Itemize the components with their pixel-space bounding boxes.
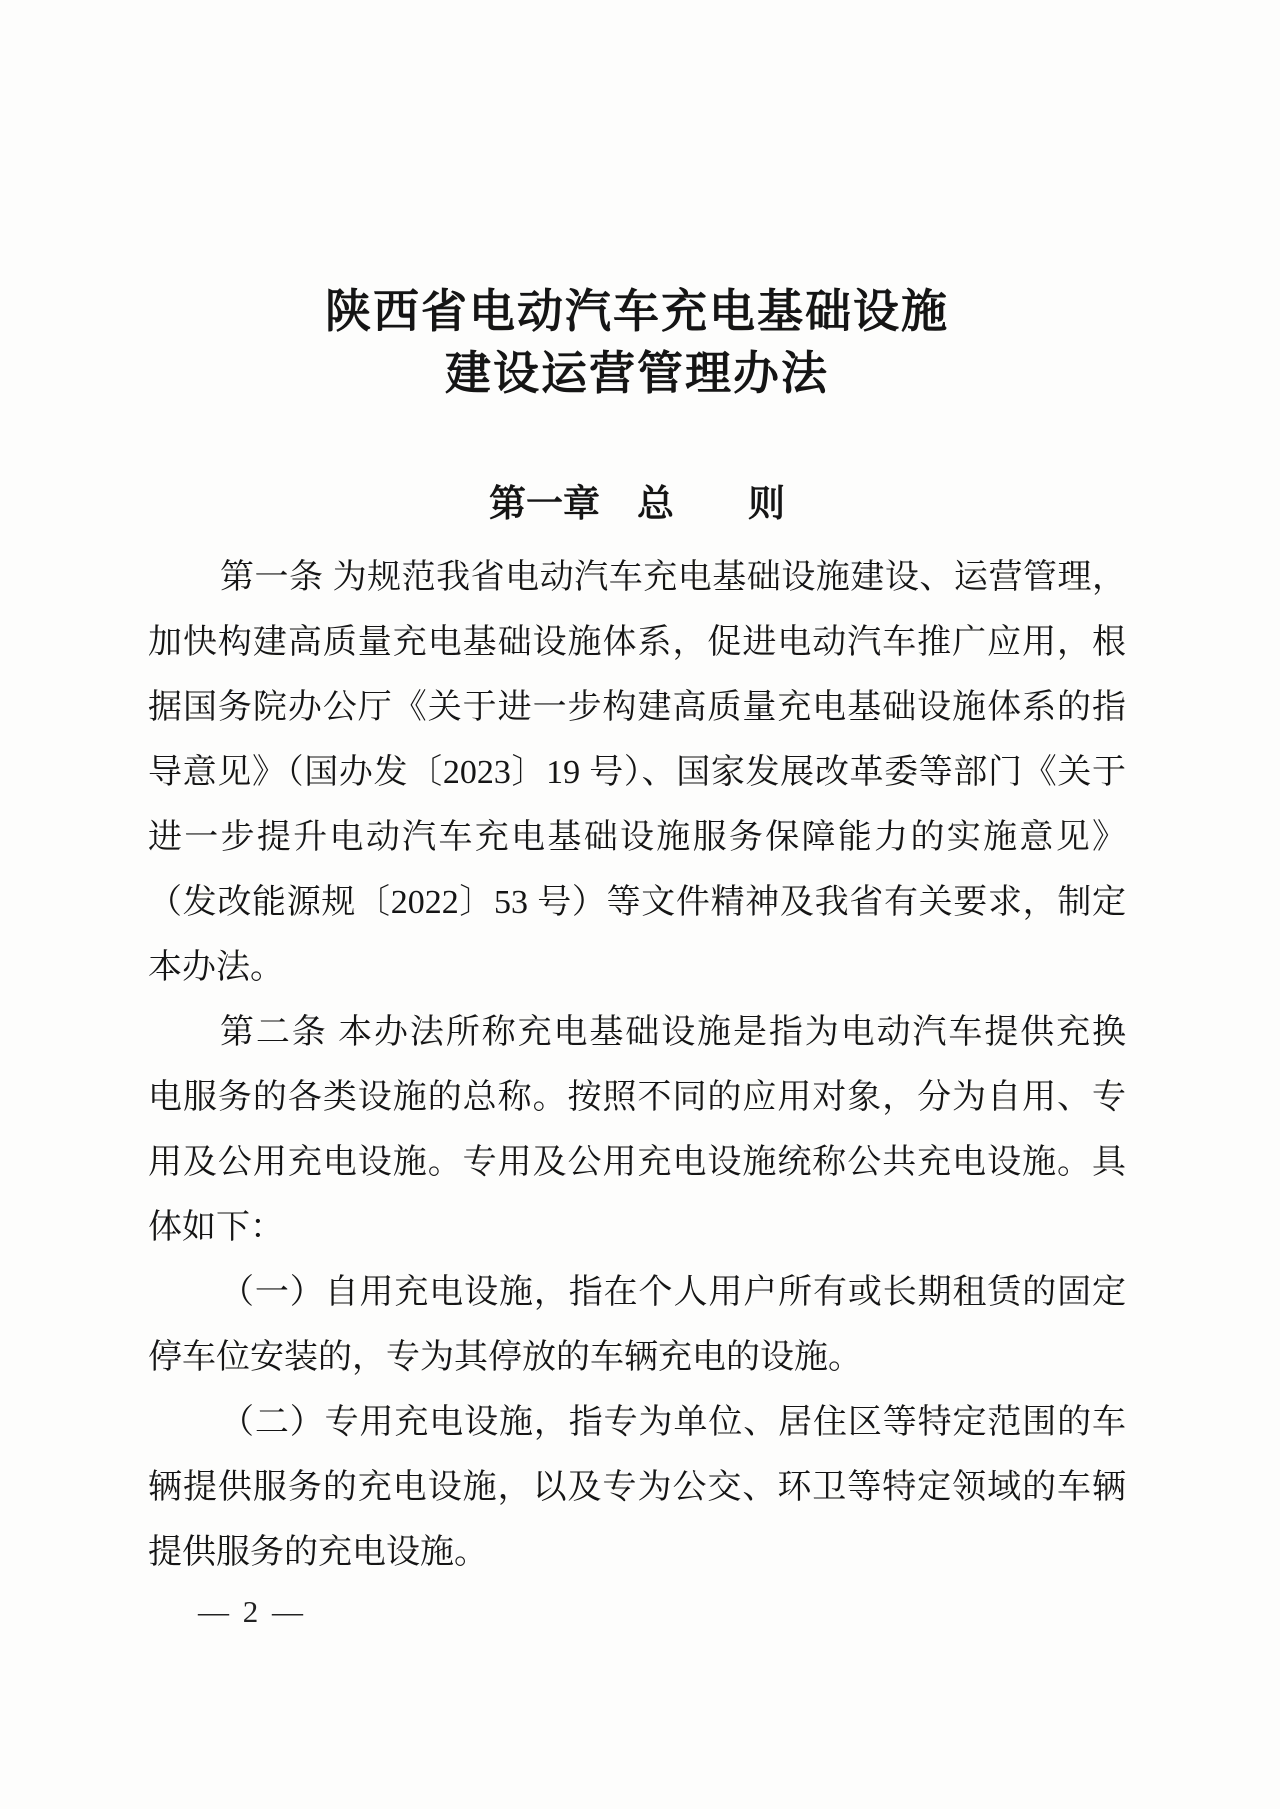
- body-line: 辆提供服务的充电设施，以及专为公交、环卫等特定领域的车辆: [148, 1469, 1126, 1506]
- body-line: 加快构建高质量充电基础设施体系，促进电动汽车推广应用，根: [148, 624, 1126, 661]
- chapter-heading: 第一章 总 则: [489, 484, 785, 525]
- document-body: [148, 545, 1126, 1585]
- body-line: 提供服务的充电设施。: [148, 1534, 488, 1571]
- body-line: （一）自用充电设施，指在个人用户所有或长期租赁的固定: [220, 1274, 1126, 1311]
- document-title-line-1: 陕西省电动汽车充电基础设施: [325, 286, 949, 337]
- body-line: 体如下：: [148, 1209, 284, 1246]
- page-number: — 2 —: [198, 1594, 306, 1629]
- body-line: 本办法。: [148, 949, 284, 986]
- body-line: 导意见》（国办发〔2023〕19 号）、国家发展改革委等部门《关于: [148, 754, 1126, 791]
- body-line: 据国务院办公厅《关于进一步构建高质量充电基础设施体系的指: [148, 689, 1126, 726]
- document-title: [148, 281, 1126, 405]
- body-line: 第二条 本办法所称充电基础设施是指为电动汽车提供充换: [220, 1014, 1126, 1051]
- body-line: 第一条 为规范我省电动汽车充电基础设施建设、运营管理，: [220, 559, 1126, 596]
- body-line: 进一步提升电动汽车充电基础设施服务保障能力的实施意见》: [148, 819, 1126, 856]
- document-title-line-2: 建设运营管理办法: [445, 348, 829, 399]
- body-line: （发改能源规〔2022〕53 号）等文件精神及我省有关要求，制定: [148, 884, 1126, 921]
- body-line: 电服务的各类设施的总称。按照不同的应用对象，分为自用、专: [148, 1079, 1126, 1116]
- body-line: 停车位安装的，专为其停放的车辆充电的设施。: [148, 1339, 862, 1376]
- body-line: 用及公用充电设施。专用及公用充电设施统称公共充电设施。具: [148, 1144, 1126, 1181]
- body-line: （二）专用充电设施，指专为单位、居住区等特定范围的车: [220, 1404, 1126, 1441]
